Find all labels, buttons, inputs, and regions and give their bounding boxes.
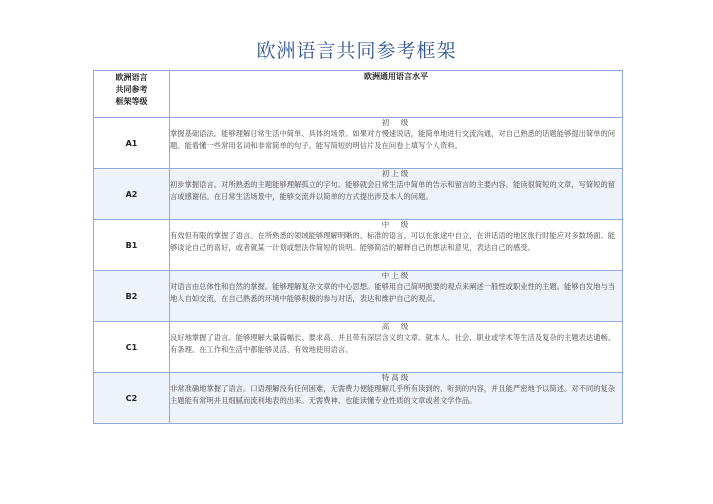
header-description: 欧洲通用语言水平 [170,71,623,118]
grade-label: 高 级 [381,322,411,331]
table-row [94,322,623,373]
description-text: 初步掌握语言。对所熟悉的主题能够理解孤立的字句。能够就会日常生活中简单的告示和留言的主要内容。能读很简短的文章，写简短的留言或感谢信。在日常生活场景中，能够交流并以简单的方式提出涉及本人的问题。 [170,180,616,201]
table-header-row [94,71,623,118]
table-row [94,271,623,322]
cefr-table [93,70,623,424]
level-cell: B2 [94,271,170,322]
table-row [94,169,623,220]
description-text: 掌握基础语法。能够理解日常生活中简单、具体的场景。如果对方慢速说话，能简单地进行交流沟通，对自己熟悉的话题能够提出简单的问题。能看懂一些常用名词和非常简单的句子。能写简短的明信片及在问卷上填写个人资料。 [170,129,616,150]
description-text: 有效但有限的掌握了语言。在所熟悉的领域能够理解明晰的、标准的语言。可以在旅途中自立，在讲话语的地区旅行时能应对多数场面。能够谈论自己的喜好，或者就某一计划或想法作简短的说明。能够简洁的解释自己的想法和意见，表达自己的感受。 [170,231,616,252]
level-cell: A2 [94,169,170,220]
description-cell [170,322,623,373]
page-title: 欧洲语言共同参考框架 [256,40,457,62]
description-cell [170,118,623,169]
table-row [94,373,623,424]
level-cell: C2 [94,373,170,424]
level-cell: B1 [94,220,170,271]
grade-label: 初上级 [381,169,411,178]
description-text: 非常准确地掌握了语言。口语理解没有任何困难，无需费力便能理解几乎所有读到的、听到的内容，并且能严密地予以简述。对不同的复杂主题能有常明并且细腻而流利地表的出来。无需费神、也能读懂专业性质的文章或者文学作品。 [170,384,616,405]
level-cell: A1 [94,118,170,169]
grade-label: 中 级 [381,220,411,229]
table-row [94,118,623,169]
grade-label: 中上级 [381,271,411,280]
description-cell [170,169,623,220]
description-text: 对语言由总体性和自然的掌握。能够理解复杂文章的中心思想。能够用自己简明扼要的观点来阐述一般性或职业性的主题。能够自发地与当地人自如交流，在自己熟悉的环境中能够积极的参与对话，表达和维护自己的观点。 [170,282,616,303]
description-cell [170,220,623,271]
grade-label: 初 级 [381,118,411,127]
description-cell [170,373,623,424]
table-row [94,220,623,271]
description-text: 良好地掌握了语言。能够理解大量篇幅长、要求高、并且带有深层含义的文章。就本人、社会、职业或学术等生活及复杂的主题表达通畅、有条理。在工作和生活中都能够灵活、有效地使用语言。 [170,333,616,354]
level-cell: C1 [94,322,170,373]
header-level-label: 欧洲语言 共同参考 框架等级 [115,72,148,106]
header-level [94,71,170,118]
grade-label: 特高级 [381,373,411,382]
description-cell [170,271,623,322]
